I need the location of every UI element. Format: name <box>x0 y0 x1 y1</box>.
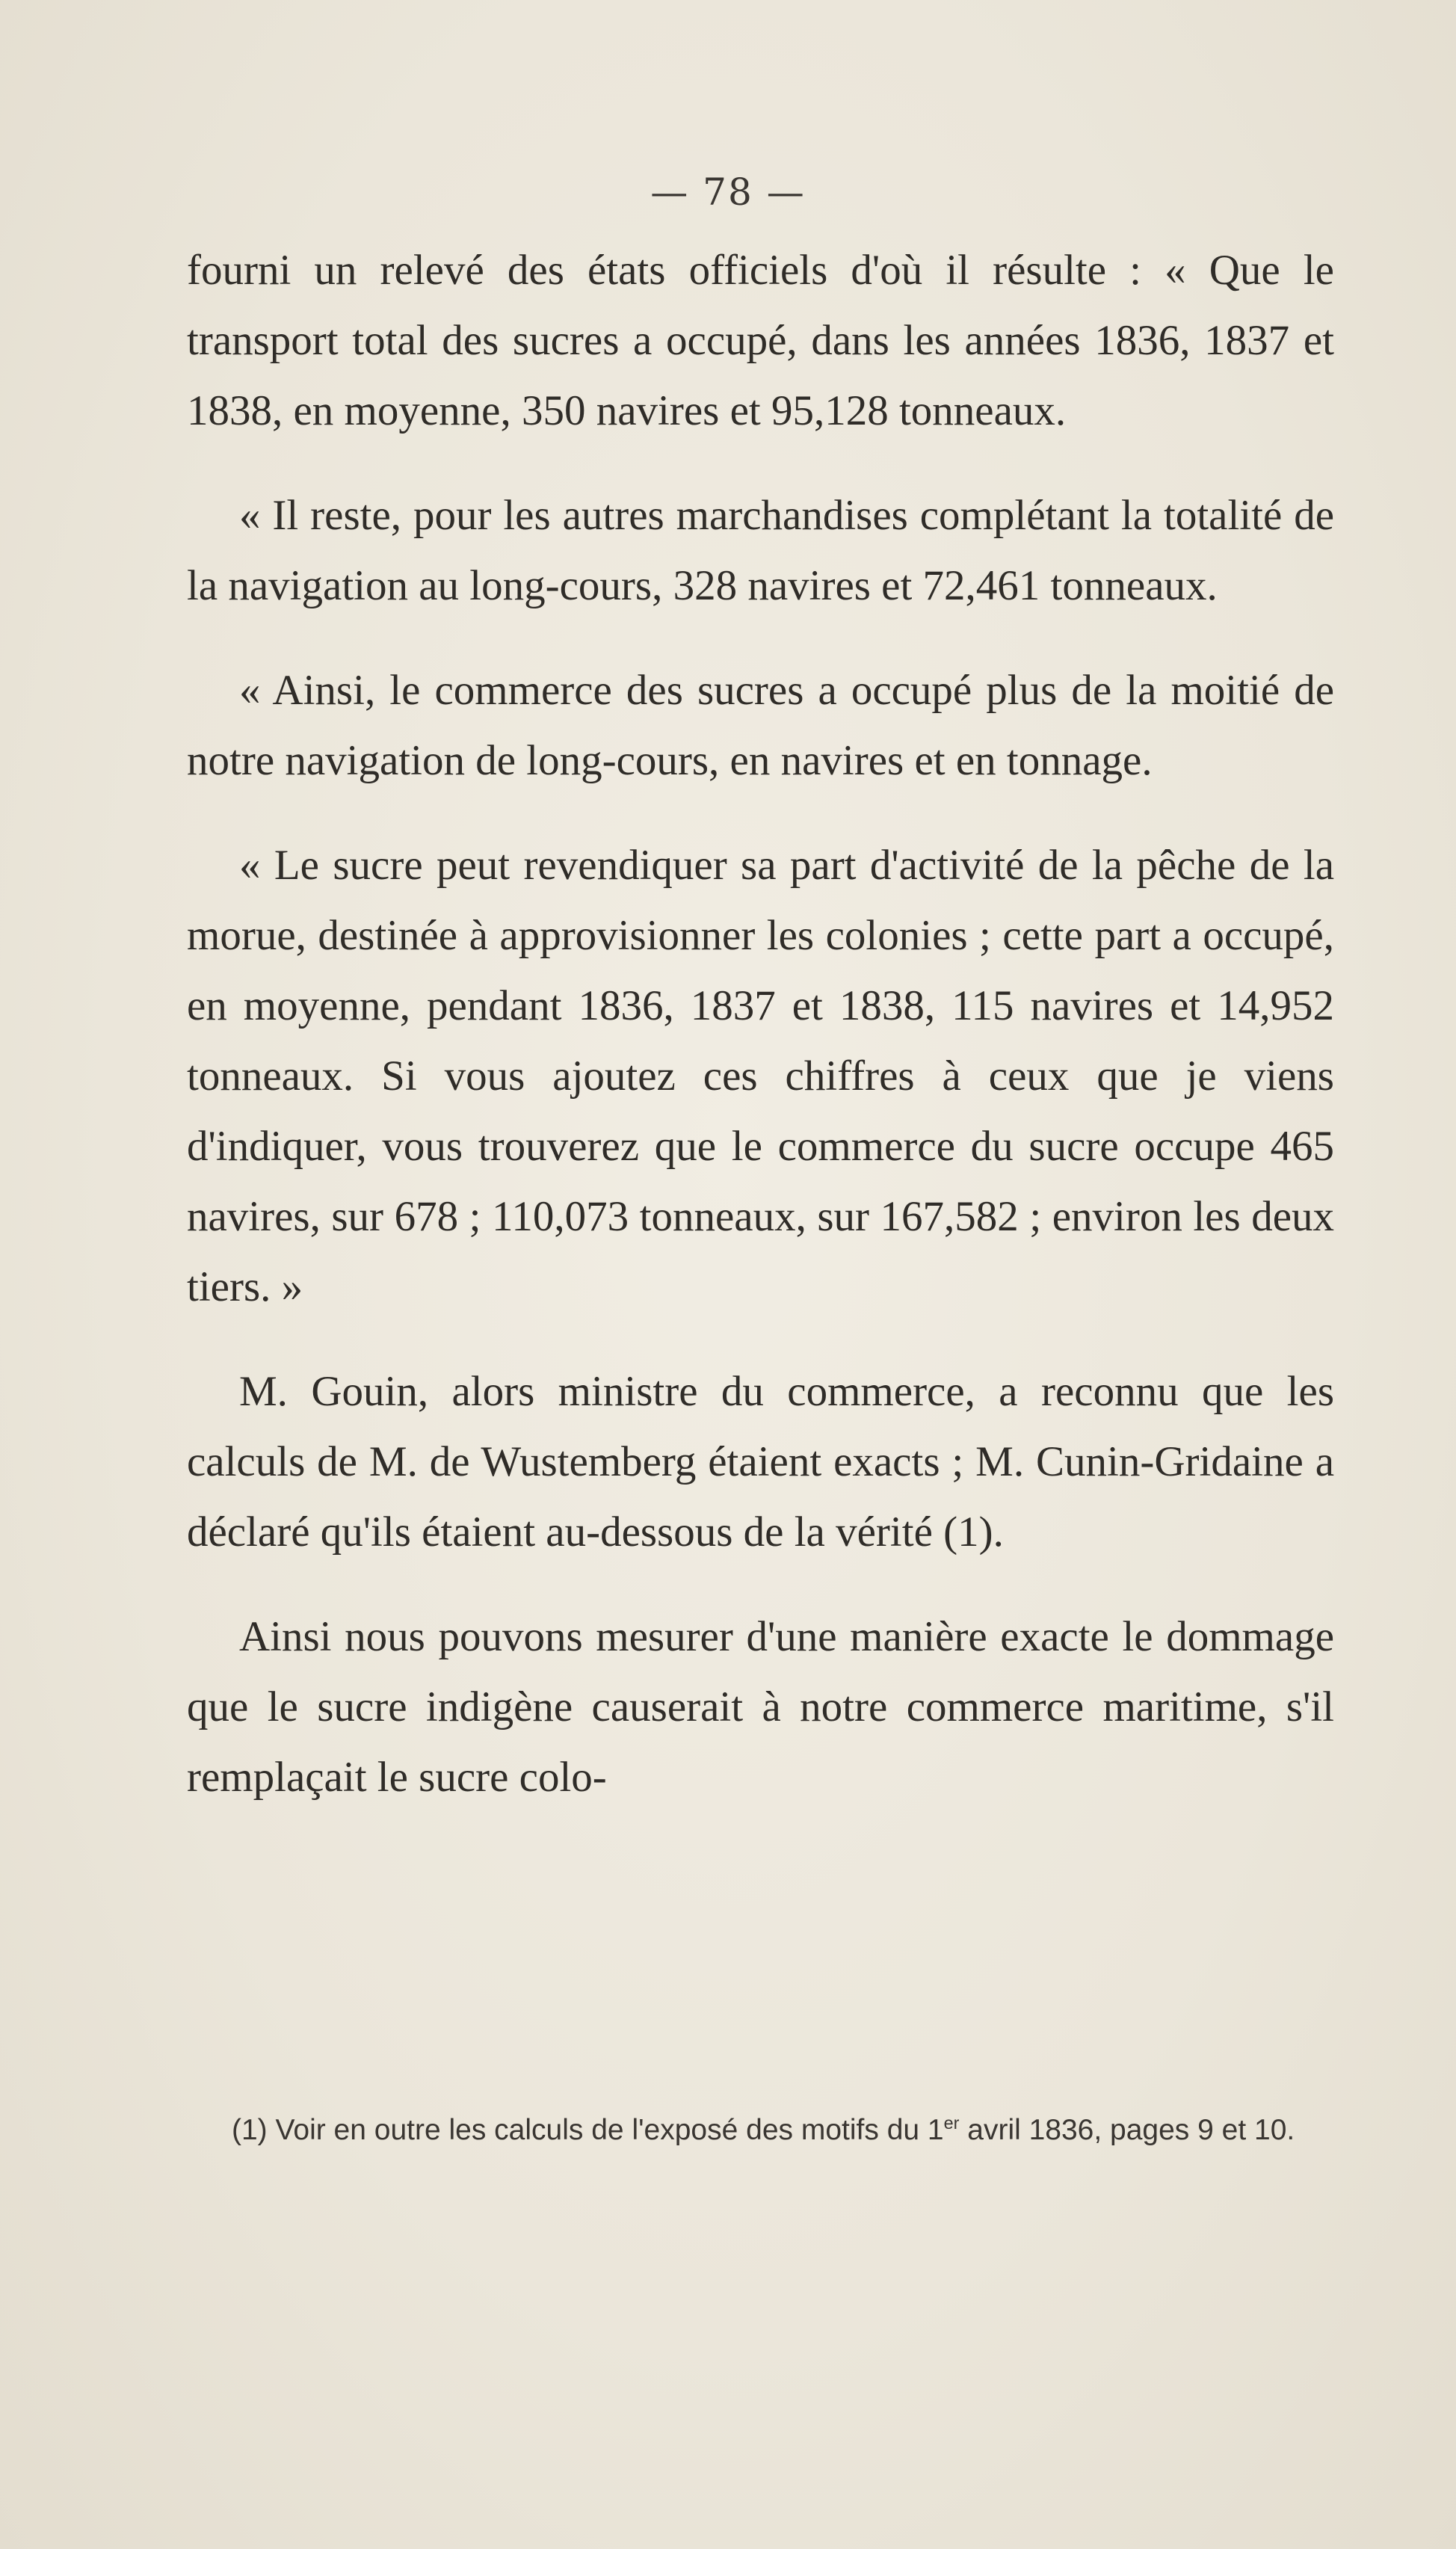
footnote-superscript: er <box>943 2113 960 2133</box>
paragraph-1: fourni un relevé des états officiels d'où il résulte : « Que le transport total des sucres a occupé, dans les années 1836, 1837 et 1838, en moyenne, 350 navires et 95,128 tonneaux. <box>187 247 1334 434</box>
paragraph-2: « Il reste, pour les autres marchandises complétant la totalité de la navigation au long-cours, 328 navires et 72,461 tonneaux. <box>187 492 1334 609</box>
page-number: — 78 — <box>650 170 806 214</box>
paragraph-4: « Le sucre peut revendiquer sa part d'activité de la pêche de la morue, destinée à approvisionner les colonies ; cette part a occupé, en moyenne, pendant 1836, 1837 et 1838, 115 navires et 14,952 tonneaux. Si vous ajoutez ces chiffres à ceux que je viens d'indiquer, vous trouverez que le commerce du sucre occupe 465 navires, sur 678 ; 110,073 tonneaux, sur 167,582 ; environ les deux tiers. » <box>187 842 1334 1310</box>
paragraph-3: « Ainsi, le commerce des sucres a occupé plus de la moitié de notre navigation de long-cours, en navires et en tonnage. <box>187 667 1334 784</box>
body-text <box>187 235 1334 1813</box>
paragraph-6: Ainsi nous pouvons mesurer d'une manière exacte le dommage que le sucre indigène causerait à notre commerce maritime, s'il remplaçait le sucre colo- <box>187 1613 1334 1801</box>
paragraph-5: M. Gouin, alors ministre du commerce, a reconnu que les calculs de M. de Wustemberg étaient exacts ; M. Cunin-Gridaine a déclaré qu'ils étaient au-dessous de la vérité (1). <box>187 1368 1334 1556</box>
footnote <box>187 2104 1334 2157</box>
footnote-marker: (1) <box>232 2114 268 2146</box>
footnote-text-after: avril 1836, pages 9 et 10. <box>959 2114 1295 2146</box>
footnote-text-before: Voir en outre les calculs de l'exposé des motifs du 1 <box>275 2114 944 2146</box>
